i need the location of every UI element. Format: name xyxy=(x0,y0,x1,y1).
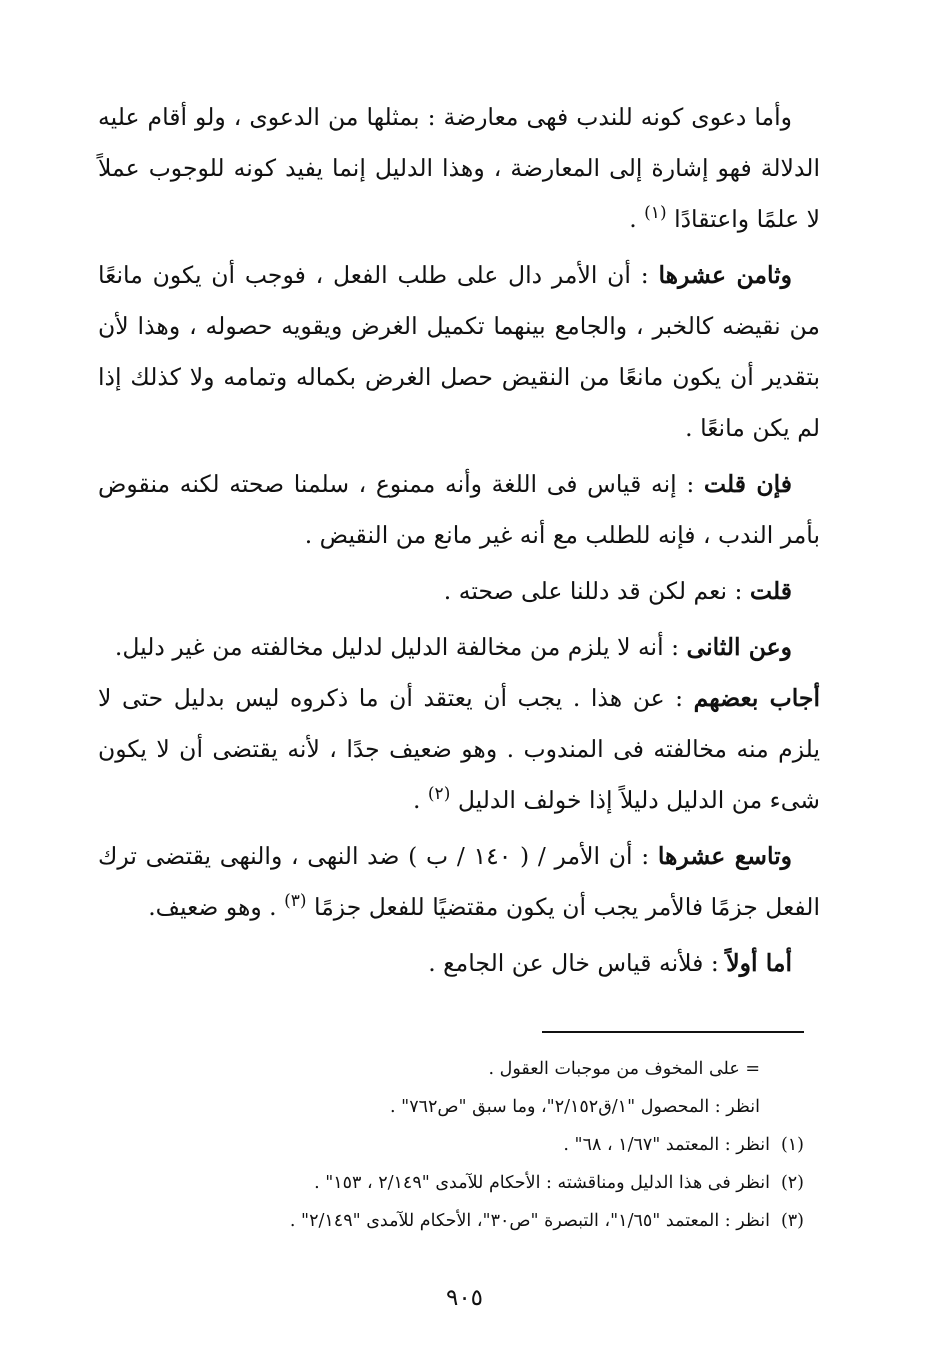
paragraph-text: : أنه لا يلزم من مخالفة الدليل لدليل مخالفته من غير دليل. xyxy=(114,633,687,661)
footnote-text: انظر : المعتمد "١/٦٧ ، ٦٨" . xyxy=(563,1135,770,1155)
footnote-text: انظر : المعتمد "١/٦٥"، التبصرة "ص٣٠"، الأحكام للآمدى "٢/١٤٩" . xyxy=(289,1211,770,1231)
footnote-ref: (١) xyxy=(644,203,667,224)
main-text xyxy=(98,92,820,994)
footnote-number: (٣) xyxy=(780,1211,804,1231)
paragraph-3 xyxy=(98,459,820,561)
paragraph-text: : إنه قياس فى اللغة وأنه ممنوع ، سلمنا صحته لكنه منقوض بأمر الندب ، فإنه للطلب مع أنه غير مانع من النقيض . xyxy=(98,470,820,549)
paragraph-text: : عن هذا . يجب أن يعتقد أن ما ذكروه ليس بدليل حتى لا يلزم منه مخالفته فى المندوب . وهو ضعيف جدًا ، لأنه يقتضى أن لا يكون شىء من الدليل دليلاً إذا خولف الدليل xyxy=(98,684,820,814)
paragraph-4 xyxy=(98,566,820,617)
footnote-continuation-1 xyxy=(98,1050,804,1088)
paragraph-1 xyxy=(98,92,820,245)
paragraph-lead: وثامن عشرها xyxy=(658,261,793,289)
paragraph-lead: أما أولاً xyxy=(726,949,792,977)
footnote-ref: (٢) xyxy=(427,784,451,805)
paragraph-tail: . وهو ضعيف. xyxy=(148,893,285,921)
paragraph-tail: . xyxy=(412,786,428,814)
paragraph-lead: وعن الثانى xyxy=(686,633,792,661)
paragraph-tail: . xyxy=(629,205,645,233)
paragraph-lead: قلت xyxy=(749,577,792,605)
footnote-separator xyxy=(542,1031,804,1033)
paragraph-text: : نعم لكن قد دللنا على صحته . xyxy=(443,577,750,605)
paragraph-lead: وتاسع عشرها xyxy=(657,842,792,870)
footnote-text: = على المخوف من موجبات العقول . xyxy=(488,1059,760,1079)
footnote-2 xyxy=(98,1164,804,1202)
footnotes xyxy=(98,1050,804,1240)
footnote-text: انظر : المحصول "١/ق٢/١٥٢"، وما سبق "ص٧٦٢" . xyxy=(390,1097,760,1117)
footnote-1 xyxy=(98,1126,804,1164)
paragraph-2 xyxy=(98,250,820,454)
footnote-number: (٢) xyxy=(780,1173,804,1193)
paragraph-lead: فإن قلت xyxy=(703,470,792,498)
footnote-text: انظر فى هذا الدليل ومناقشته : الأحكام للآمدى "٢/١٤٩ ، ١٥٣" . xyxy=(314,1173,770,1193)
paragraph-5 xyxy=(98,622,820,673)
paragraph-8 xyxy=(98,938,820,989)
footnote-number: (١) xyxy=(780,1135,804,1155)
paragraph-text: : أن الأمر دال على طلب الفعل ، فوجب أن يكون مانعًا من نقيضه كالخبر ، والجامع بينهما تكميل الغرض ويقويه حصوله ، وهذا لأن بتقدير أن يكون مانعًا من النقيض حصل الغرض بكماله وتمامه ولا كذلك إذا لم يكن مانعًا . xyxy=(98,261,820,442)
paragraph-text: وأما دعوى كونه للندب فهى معارضة : بمثلها من الدعوى ، ولو أقام عليه الدلالة فهو إشارة إلى المعارضة ، وهذا الدليل إنما يفيد كونه للوجوب عملاً لا علمًا واعتقادًا xyxy=(98,103,820,233)
paragraph-lead: أجاب بعضهم xyxy=(693,684,820,712)
footnote-continuation-2 xyxy=(98,1088,804,1126)
paragraph-text: : فلأنه قياس خال عن الجامع . xyxy=(428,949,727,977)
paragraph-6 xyxy=(98,673,820,826)
paragraph-7 xyxy=(98,831,820,933)
footnote-ref: (٣) xyxy=(284,891,307,912)
page-number: ٩٠٥ xyxy=(445,1285,484,1311)
footnote-3 xyxy=(98,1202,804,1240)
paragraph-text: : أن الأمر / ( ١٤٠ / ب ) ضد النهى ، والنهى يقتضى ترك الفعل جزمًا فالأمر يجب أن يكون مقتضيًا للفعل جزمًا xyxy=(98,842,820,921)
